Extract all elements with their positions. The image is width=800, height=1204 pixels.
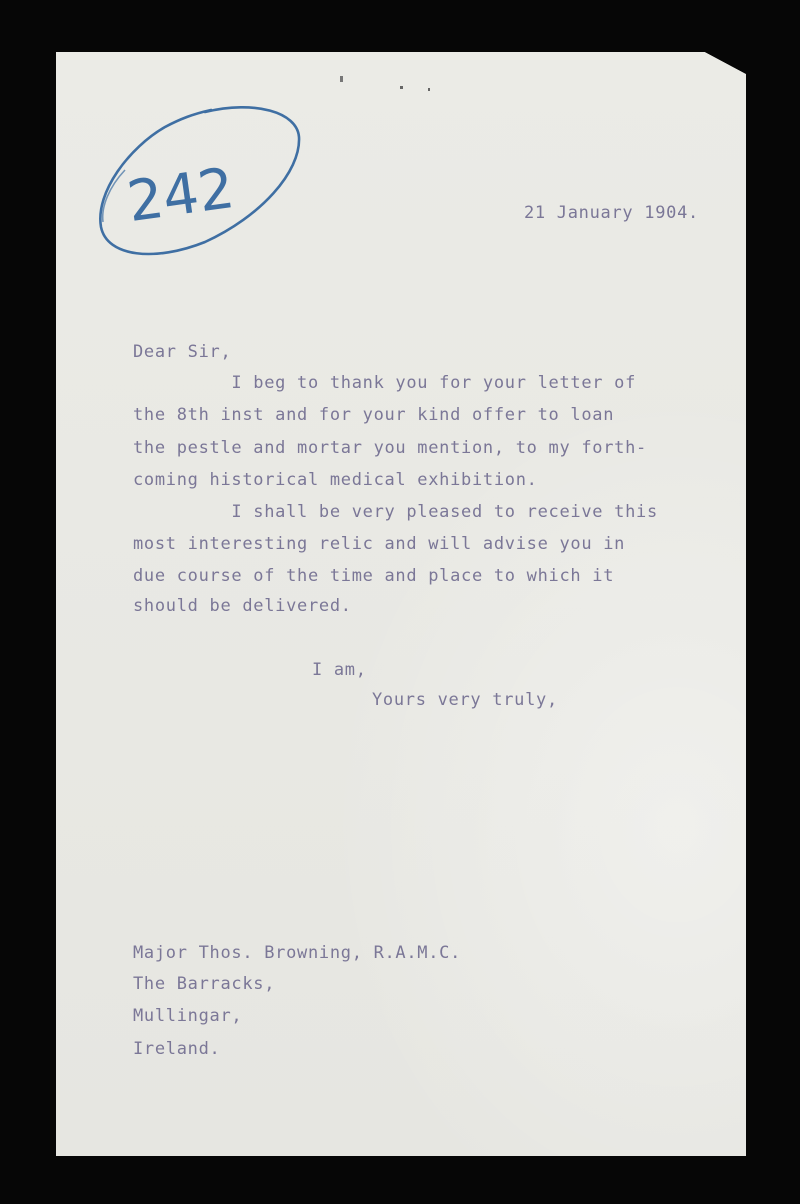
archive-number-text: 242 [123, 155, 239, 236]
archive-number-mark [85, 92, 310, 267]
body-line-3: the pestle and mortar you mention, to my forth- [133, 438, 647, 458]
scan-speck [340, 76, 343, 82]
body-line-8: should be delivered. [133, 596, 352, 616]
letter-date: 21 January 1904. [524, 203, 699, 223]
address-line-2: The Barracks, [133, 974, 276, 994]
body-line-4: coming historical medical exhibition. [133, 470, 538, 490]
body-line-2: the 8th inst and for your kind offer to loan [133, 405, 615, 425]
address-line-1: Major Thos. Browning, R.A.M.C. [133, 943, 462, 963]
body-line-1: I beg to thank you for your letter of [133, 373, 637, 393]
closing-yours-truly: Yours very truly, [372, 690, 558, 710]
scan-speck [400, 86, 403, 89]
address-line-4: Ireland. [133, 1039, 221, 1059]
body-line-6: most interesting relic and will advise you in [133, 534, 626, 554]
closing-i-am: I am, [312, 660, 367, 680]
body-line-7: due course of the time and place to which it [133, 566, 615, 586]
scan-speck [428, 88, 430, 91]
salutation: Dear Sir, [133, 342, 232, 362]
body-line-5: I shall be very pleased to receive this [133, 502, 658, 522]
address-line-3: Mullingar, [133, 1006, 243, 1026]
